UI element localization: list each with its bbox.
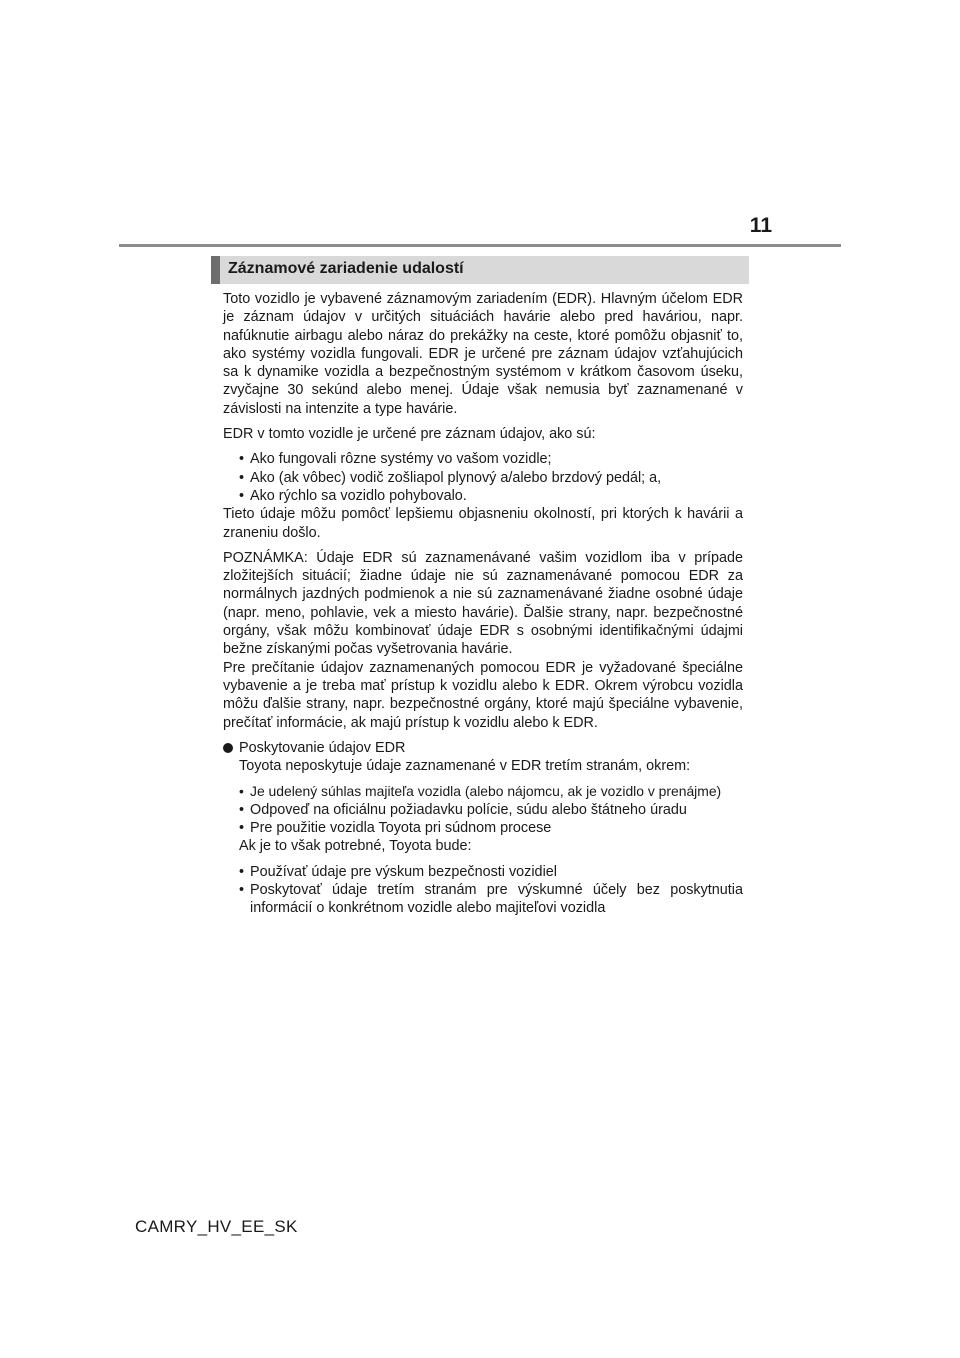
provision-heading: Poskytovanie údajov EDR bbox=[239, 739, 406, 756]
document-code: CAMRY_HV_EE_SK bbox=[135, 1217, 298, 1236]
list-item: • Poskytovať údaje tretím stranám pre výskumné účely bez poskytnutia informácií o konkrétnom vozidle alebo majiteľovi vozidla bbox=[239, 881, 743, 918]
section-title: Záznamové zariadenie udalostí bbox=[228, 260, 464, 277]
list-item: • Je udelený súhlas majiteľa vozidla (alebo nájomcu, ak je vozidlo v prenájme) bbox=[239, 782, 743, 800]
provision-list-2 bbox=[239, 863, 743, 918]
list-item: • Používať údaje pre výskum bezpečnosti vozidiel bbox=[239, 863, 743, 881]
list-item: • Ako (ak vôbec) vodič zošliapol plynový a/alebo brzdový pedál; a, bbox=[239, 469, 743, 487]
list-item: • Ako rýchlo sa vozidlo pohybovalo. bbox=[239, 487, 743, 505]
list-item: • Ako fungovali rôzne systémy vo vašom vozidle; bbox=[239, 450, 743, 468]
circle-bullet-icon bbox=[223, 743, 233, 753]
page-number: 11 bbox=[749, 214, 772, 237]
section-body bbox=[223, 290, 743, 918]
section-header bbox=[211, 256, 749, 284]
provision-middle: Ak je to však potrebné, Toyota bude: bbox=[239, 838, 472, 855]
intro-paragraph: Toto vozidlo je vybavené záznamovým zariadením (EDR). Hlavným účelom EDR je záznam údajov v určitých situáciách havárie alebo pred haváriou, napr. nafúknutie airbagu alebo náraz do prekážky na ceste, ktoré pomôžu objasniť to, ako systémy vozidla fungovali. EDR je určené pre záznam údajov vzťahujúcich sa k dynamike vozidla a bezpečnostným systémom v krátkom časovom úseku, zvyčajne 30 sekúnd alebo menej. Údaje však nemusia byť zaznamenané v závislosti na intenzite a type havárie. bbox=[223, 291, 743, 417]
list-item: • Odpoveď na oficiálnu požiadavku polície, súdu alebo štátneho úradu bbox=[239, 801, 743, 819]
provision-intro: Toyota neposkytuje údaje zaznamenané v EDR tretím stranám, okrem: bbox=[239, 758, 691, 775]
reading-paragraph: Pre prečítanie údajov zaznamenaných pomocou EDR je vyžadované špeciálne vybavenie a je treba mať prístup k vozidlu alebo k EDR. Okrem výrobcu vozidla môžu ďalšie strany, napr. bezpečnostné orgány, ktoré majú špeciálne vybavenie, prečítať informácie, ak majú prístup k vozidlu alebo k EDR. bbox=[223, 659, 743, 731]
provision-item bbox=[223, 739, 743, 918]
recorded-data-list bbox=[223, 450, 743, 505]
list-item: • Pre použitie vozidla Toyota pri súdnom procese bbox=[239, 819, 743, 837]
data-outro: Tieto údaje môžu pomôcť lepšiemu objasneniu okolností, pri ktorých k havárii a zraneniu došlo. bbox=[223, 506, 743, 541]
provision-list bbox=[239, 782, 743, 837]
header-rule bbox=[119, 244, 841, 247]
note-paragraph: POZNÁMKA: Údaje EDR sú zaznamenávané vašim vozidlom iba v prípade zložitejších situácií; žiadne údaje nie sú zaznamenávané pomocou EDR za normálnych jazdných podmienok a nie sú zaznamenávané žiadne osobné údaje (napr. meno, pohlavie, vek a miesto havárie). Ďalšie strany, napr. bezpečnostné orgány, však môžu kombinovať údaje EDR s osobnými identifikačnými údajmi bežne získanými počas vyšetrovania havárie. bbox=[223, 549, 743, 658]
data-intro: EDR v tomto vozidle je určené pre záznam údajov, ako sú: bbox=[223, 426, 596, 443]
